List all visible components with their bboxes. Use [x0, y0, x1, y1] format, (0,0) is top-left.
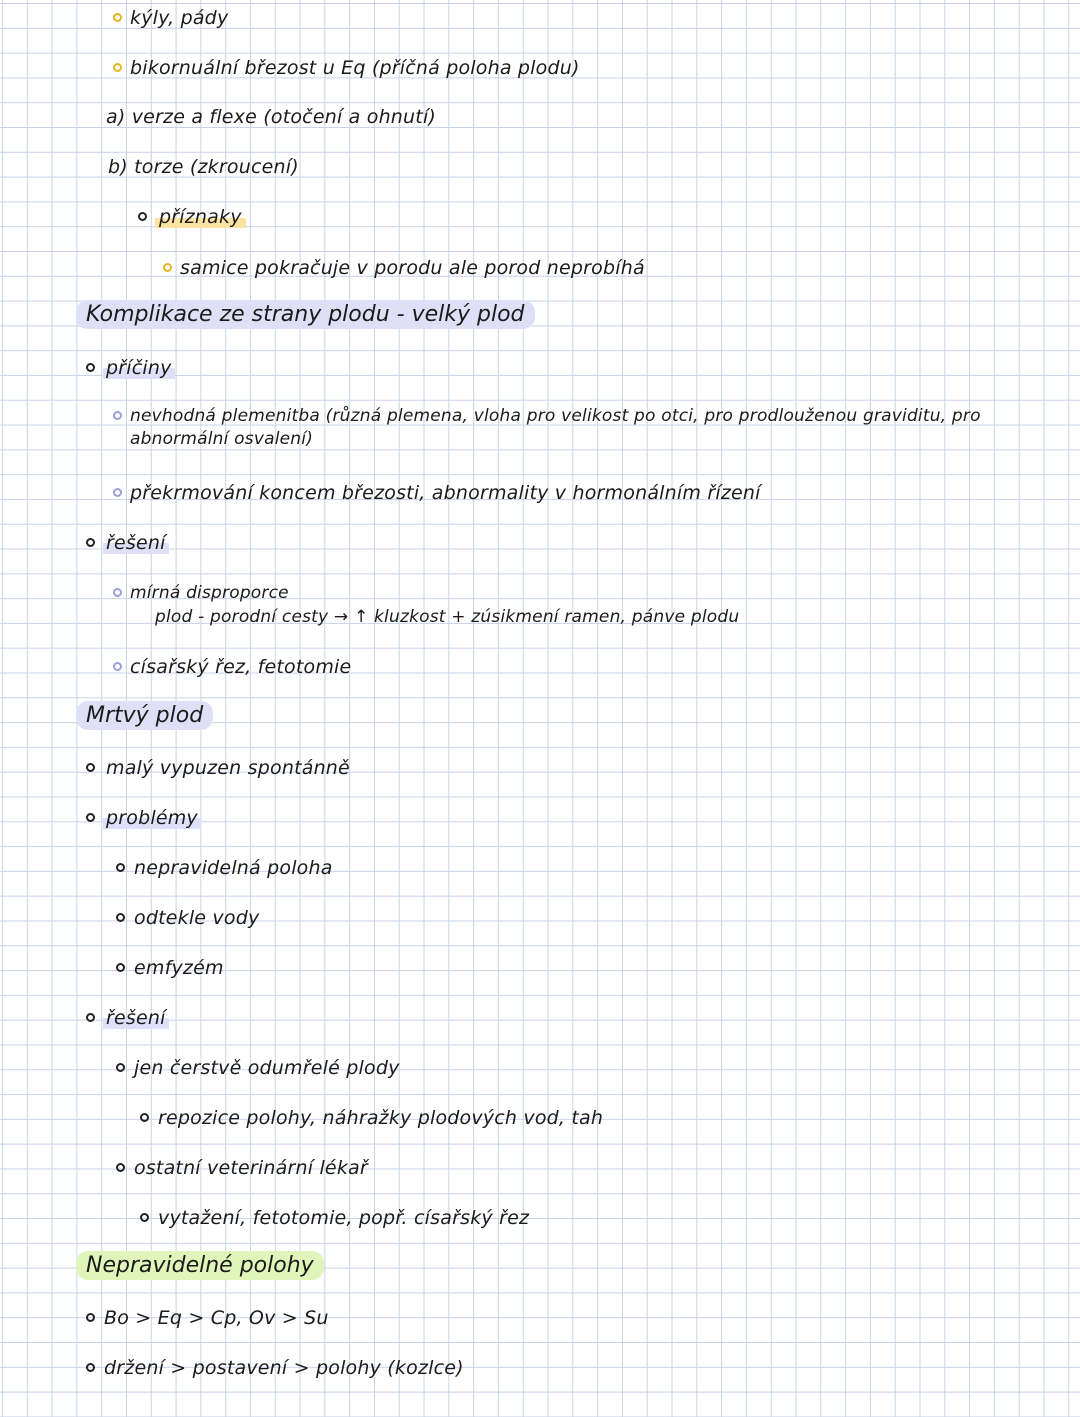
note-line [103, 359, 175, 378]
bullet-icon [86, 813, 95, 822]
note-line: b) torze (zkroucení) [108, 156, 299, 178]
bullet-icon [86, 1013, 95, 1022]
bullet-icon [116, 963, 125, 972]
note-line: kýly, pády [130, 7, 229, 29]
bullet-icon [113, 63, 122, 72]
note-line: abnormální osvalení) [130, 429, 314, 449]
note-line: ostatní veterinární lékař [134, 1157, 368, 1179]
bullet-icon [113, 588, 122, 597]
note-line: bikornuální březost u Eq (příčná poloha plodu) [130, 57, 580, 79]
bullet-icon [113, 488, 122, 497]
highlight: Mrtvý plod [76, 701, 213, 730]
bullet-icon [116, 1163, 125, 1172]
note-line: emfyzém [134, 957, 224, 979]
bullet-icon [163, 263, 172, 272]
highlight: Nepravidelné polohy [76, 1251, 324, 1280]
bullet-icon [140, 1113, 149, 1122]
note-line: císařský řez, fetotomie [130, 656, 352, 678]
note-line: repozice polohy, náhražky plodových vod, tah [158, 1107, 604, 1129]
section-heading [76, 705, 213, 727]
highlight: příčiny [103, 357, 175, 379]
section-heading [76, 1255, 324, 1277]
note-line [103, 534, 169, 553]
note-line: jen čerstvě odumřelé plody [134, 1057, 400, 1079]
bullet-icon [86, 1313, 95, 1322]
bullet-icon [138, 212, 147, 221]
highlight: Komplikace ze strany plodu - velký plod [76, 300, 535, 329]
note-line: mírná disproporce [130, 583, 289, 603]
bullet-icon [113, 411, 122, 420]
note-line: překrmování koncem březosti, abnormality v hormonálním řízení [130, 482, 761, 504]
bullet-icon [116, 913, 125, 922]
bullet-icon [113, 662, 122, 671]
bullet-icon [86, 1363, 95, 1372]
section-heading [76, 304, 535, 326]
bullet-icon [113, 13, 122, 22]
bullet-icon [116, 1063, 125, 1072]
highlight: řešení [103, 532, 169, 554]
note-line: Bo > Eq > Cp, Ov > Su [104, 1307, 329, 1329]
note-line [103, 809, 201, 828]
note-line: držení > postavení > polohy (kozlce) [104, 1357, 464, 1379]
note-line: nevhodná plemenitba (různá plemena, vloha pro velikost po otci, pro prodlouženou graviditu, pro [130, 406, 981, 426]
bullet-icon [140, 1213, 149, 1222]
highlight: řešení [103, 1007, 169, 1029]
note-line: malý vypuzen spontánně [106, 757, 350, 779]
highlight: příznaky [155, 206, 246, 228]
bullet-icon [86, 538, 95, 547]
note-line [103, 1009, 169, 1028]
note-line: odtekle vody [134, 907, 260, 929]
note-line: vytažení, fetotomie, popř. císařský řez [158, 1207, 530, 1229]
bullet-icon [86, 763, 95, 772]
note-line [155, 208, 246, 227]
note-line: samice pokračuje v porodu ale porod neprobíhá [180, 257, 645, 279]
note-line: a) verze a flexe (otočení a ohnutí) [106, 106, 437, 128]
bullet-icon [86, 363, 95, 372]
bullet-icon [116, 863, 125, 872]
note-line: nepravidelná poloha [134, 857, 333, 879]
highlight: problémy [103, 807, 201, 829]
note-line: plod - porodní cesty → ↑ kluzkost + zúsikmení ramen, pánve plodu [155, 607, 740, 627]
